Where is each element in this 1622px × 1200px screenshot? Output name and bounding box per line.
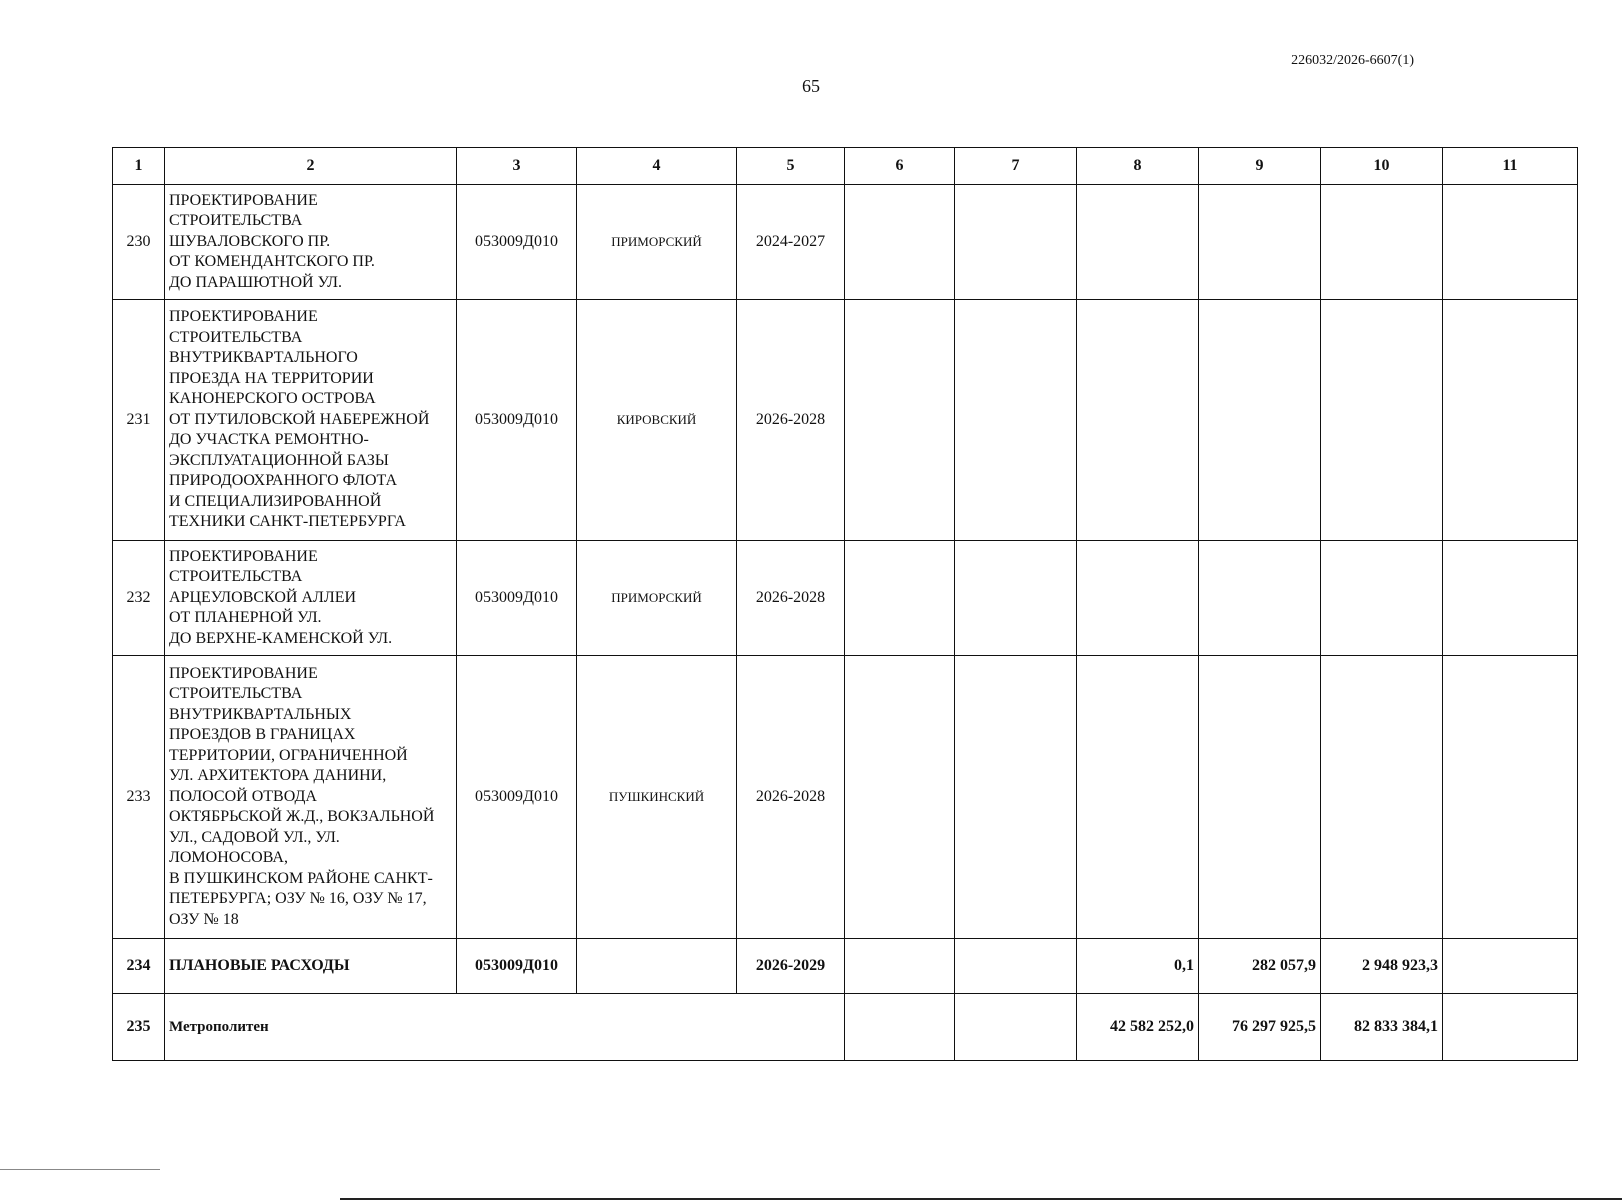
cell-col-10: 82 833 384,1: [1321, 994, 1443, 1061]
column-header: 8: [1077, 148, 1199, 185]
budget-code: 053009Д010: [457, 300, 577, 541]
column-header: 7: [955, 148, 1077, 185]
cell-col-7: [955, 939, 1077, 994]
cell-col-9: [1199, 185, 1321, 300]
column-header: 4: [577, 148, 737, 185]
cell-col-10: [1321, 656, 1443, 939]
cell-col-6: [845, 541, 955, 656]
table-row: [113, 300, 1578, 541]
cell-col-6: [845, 656, 955, 939]
period: 2026-2028: [737, 300, 845, 541]
page-number: 65: [802, 76, 820, 96]
table-row: [113, 541, 1578, 656]
column-header: 5: [737, 148, 845, 185]
cell-col-8: [1077, 185, 1199, 300]
header-row: [113, 148, 1578, 185]
row-number: 230: [113, 185, 165, 300]
row-number: 234: [113, 939, 165, 994]
district-name: ПРИМОРСКИЙ: [577, 185, 737, 300]
cell-col-9: 76 297 925,5: [1199, 994, 1321, 1061]
cell-col-8: [1077, 656, 1199, 939]
budget-code: 053009Д010: [457, 185, 577, 300]
metro-section-row: [113, 994, 1578, 1061]
cell-col-9: 282 057,9: [1199, 939, 1321, 994]
district-name: ПРИМОРСКИЙ: [577, 541, 737, 656]
column-header: 2: [165, 148, 457, 185]
scan-artifact-line: [0, 1169, 160, 1170]
budget-code: 053009Д010: [457, 541, 577, 656]
column-header: 9: [1199, 148, 1321, 185]
cell-col-11: [1443, 300, 1578, 541]
cell-col-8: [1077, 300, 1199, 541]
district-name: ПУШКИНСКИЙ: [577, 656, 737, 939]
cell-col-6: [845, 939, 955, 994]
cell-col-9: [1199, 656, 1321, 939]
cell-col-8: [1077, 541, 1199, 656]
section-name: Метрополитен: [165, 994, 845, 1061]
cell-col-9: [1199, 300, 1321, 541]
cell-col-11: [1443, 656, 1578, 939]
cell-col-6: [845, 994, 955, 1061]
cell-col-10: [1321, 185, 1443, 300]
object-name: ПРОЕКТИРОВАНИЕ СТРОИТЕЛЬСТВА ШУВАЛОВСКОГО ПР. ОТ КОМЕНДАНТСКОГО ПР. ДО ПАРАШЮТНОЙ УЛ.: [165, 185, 457, 300]
object-name: ПРОЕКТИРОВАНИЕ СТРОИТЕЛЬСТВА АРЦЕУЛОВСКОЙ АЛЛЕИ ОТ ПЛАНЕРНОЙ УЛ. ДО ВЕРХНЕ-КАМЕНСКОЙ УЛ.: [165, 541, 457, 656]
object-name: ПЛАНОВЫЕ РАСХОДЫ: [165, 939, 457, 994]
column-header: 1: [113, 148, 165, 185]
row-number: 231: [113, 300, 165, 541]
cell-col-8: 42 582 252,0: [1077, 994, 1199, 1061]
document-number: 226032/2026-6607(1): [1291, 53, 1414, 68]
column-header: 10: [1321, 148, 1443, 185]
cell-col-8: 0,1: [1077, 939, 1199, 994]
cell-col-7: [955, 185, 1077, 300]
budget-code: 053009Д010: [457, 939, 577, 994]
column-header: 6: [845, 148, 955, 185]
column-header: 11: [1443, 148, 1578, 185]
cell-col-11: [1443, 939, 1578, 994]
planned-expenses-row: [113, 939, 1578, 994]
cell-col-6: [845, 300, 955, 541]
period: 2026-2028: [737, 656, 845, 939]
budget-code: 053009Д010: [457, 656, 577, 939]
object-name: ПРОЕКТИРОВАНИЕ СТРОИТЕЛЬСТВА ВНУТРИКВАРТАЛЬНЫХ ПРОЕЗДОВ В ГРАНИЦАХ ТЕРРИТОРИИ, ОГРАНИЧЕННОЙ УЛ. АРХИТЕКТОРА ДАНИНИ, ПОЛОСОЙ ОТВОДА ОКТЯБРЬСКОЙ Ж.Д., ВОКЗАЛЬНОЙ УЛ., САДОВОЙ УЛ., УЛ. ЛОМОНОСОВА, В ПУШКИНСКОМ РАЙОНЕ САНКТ- ПЕТЕРБУРГА; ОЗУ № 16, ОЗУ № 17, ОЗУ № 18: [165, 656, 457, 939]
row-number: 232: [113, 541, 165, 656]
period: 2026-2028: [737, 541, 845, 656]
table-row: [113, 185, 1578, 300]
cell-col-7: [955, 541, 1077, 656]
district-name: КИРОВСКИЙ: [577, 300, 737, 541]
cell-col-7: [955, 656, 1077, 939]
cell-col-7: [955, 994, 1077, 1061]
cell-col-11: [1443, 994, 1578, 1061]
cell-col-6: [845, 185, 955, 300]
table-row: [113, 656, 1578, 939]
cell-col-11: [1443, 541, 1578, 656]
object-name: ПРОЕКТИРОВАНИЕ СТРОИТЕЛЬСТВА ВНУТРИКВАРТАЛЬНОГО ПРОЕЗДА НА ТЕРРИТОРИИ КАНОНЕРСКОГО ОСТРОВА ОТ ПУТИЛОВСКОЙ НАБЕРЕЖНОЙ ДО УЧАСТКА РЕМОНТНО- ЭКСПЛУАТАЦИОННОЙ БАЗЫ ПРИРОДООХРАННОГО ФЛОТА И СПЕЦИАЛИЗИРОВАННОЙ ТЕХНИКИ САНКТ-ПЕТЕРБУРГА: [165, 300, 457, 541]
period: 2024-2027: [737, 185, 845, 300]
budget-table: [112, 147, 1578, 1061]
cell-col-10: 2 948 923,3: [1321, 939, 1443, 994]
cell-col-11: [1443, 185, 1578, 300]
district-name: [577, 939, 737, 994]
column-header: 3: [457, 148, 577, 185]
cell-col-7: [955, 300, 1077, 541]
row-number: 233: [113, 656, 165, 939]
cell-col-10: [1321, 300, 1443, 541]
row-number: 235: [113, 994, 165, 1061]
cell-col-9: [1199, 541, 1321, 656]
cell-col-10: [1321, 541, 1443, 656]
period: 2026-2029: [737, 939, 845, 994]
